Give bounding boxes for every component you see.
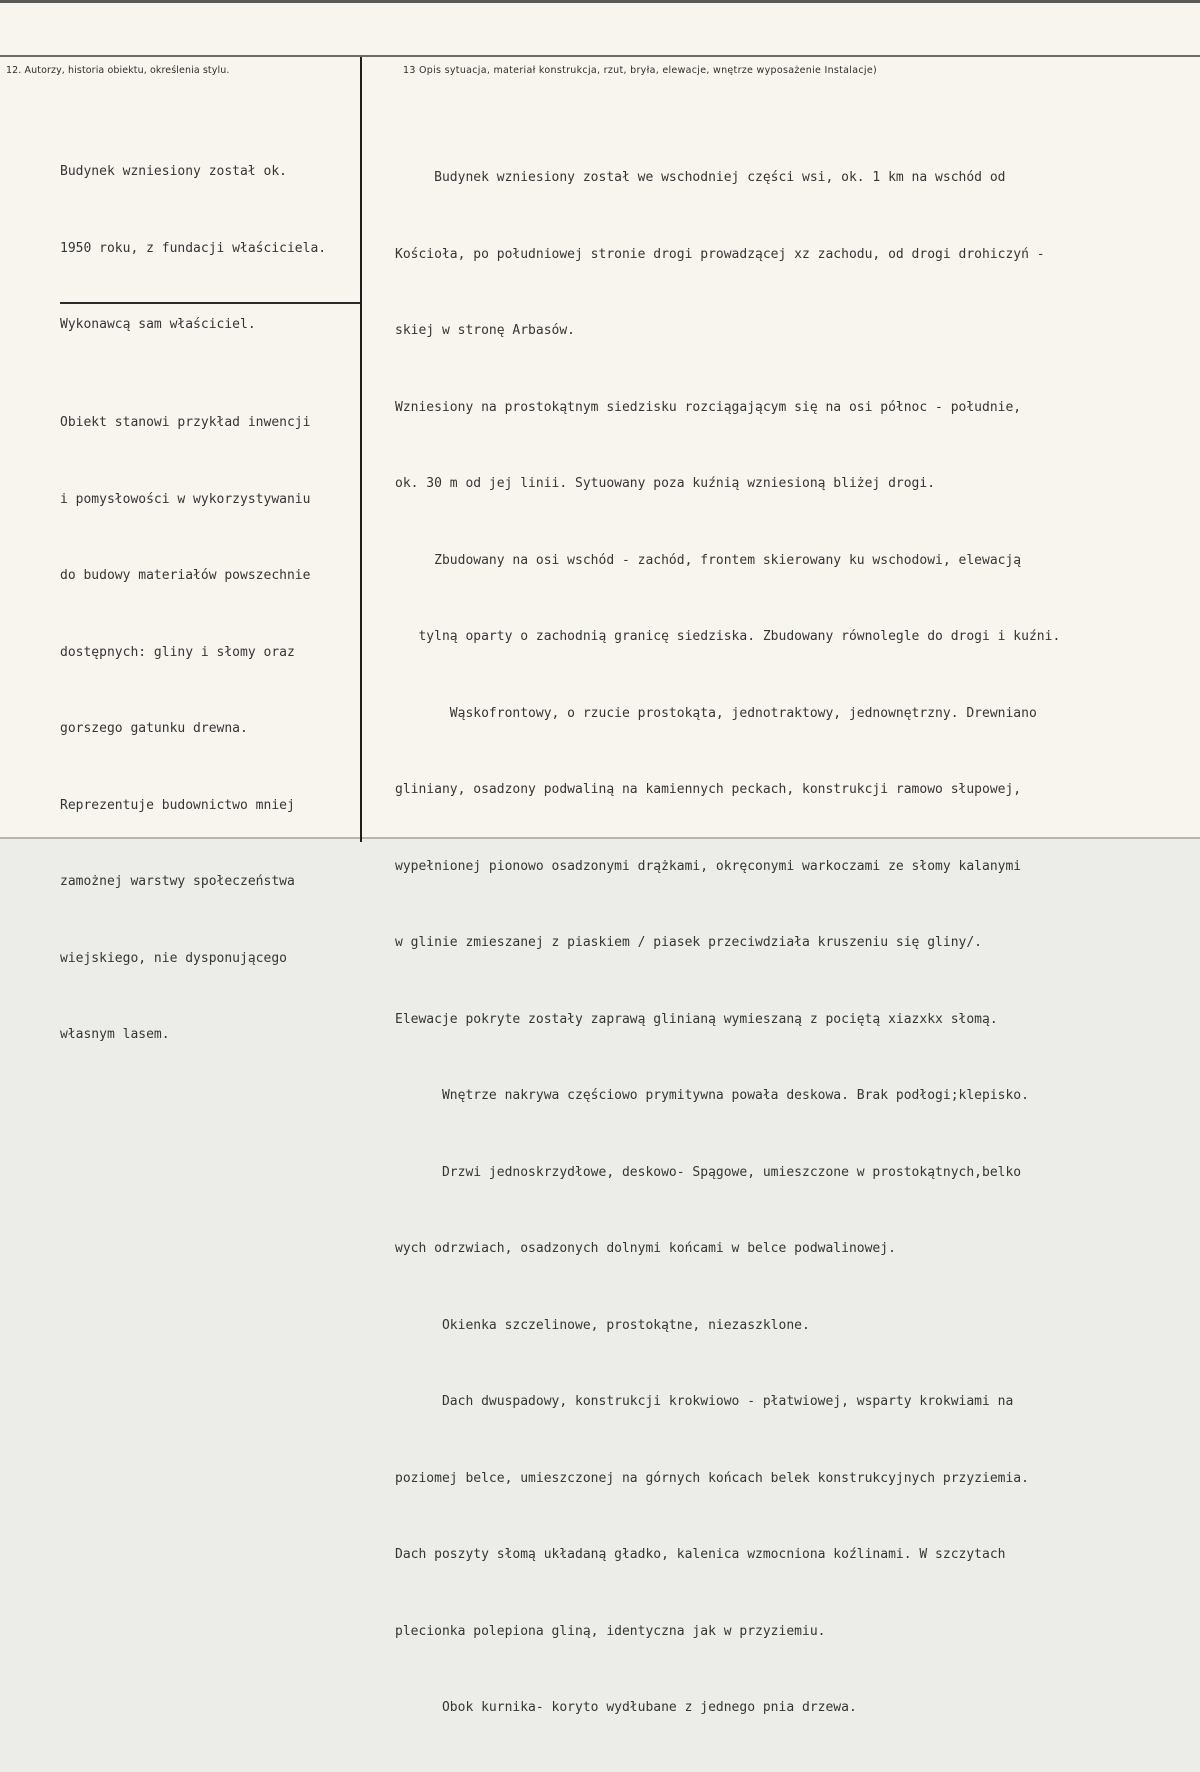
text-line: tylną oparty o zachodnią granicę siedziska. Zbudowany równolegle do drogi i kuźni. <box>395 629 1061 644</box>
authors-history-text <box>60 108 326 389</box>
text-line: zamożnej warstwy społeczeństwa <box>60 874 295 889</box>
text-line: Obok kurnika- koryto wydłubane z jednego pnia drzewa. <box>395 1700 857 1715</box>
text-line: i pomysłowości w wykorzystywaniu <box>60 491 311 507</box>
text-line: wiejskiego, nie dysponującego <box>60 950 287 966</box>
text-line: Wnętrze nakrywa częściowo prymitywna powała deskowa. Brak podłogi;klepisko. <box>395 1088 1029 1103</box>
text-line: Reprezentuje budownictwo mniej <box>60 797 295 813</box>
text-line: do budowy materiałów powszechnie <box>60 568 311 583</box>
text-line: Obiekt stanowi przykład inwencji <box>60 415 311 430</box>
text-line: Dach dwuspadowy, konstrukcji krokwiowo - płatwiowej, wsparty krokwiami na <box>395 1394 1014 1409</box>
field-12-caption: 12. Autorzy, historia obiektu, określenia stylu. <box>6 65 230 76</box>
text-line: Zbudowany na osi wschód - zachód, frontem skierowany ku wschodowi, elewacją <box>395 552 1022 568</box>
text-line: wypełnionej pionowo osadzonymi drążkami, okręconymi warkoczami ze słomy kalanymi <box>395 858 1022 874</box>
text-line: Kościoła, po południowej stronie drogi prowadzącej xz zachodu, od drogi drohiczyń - <box>395 246 1045 262</box>
text-line: Dach poszyty słomą układaną gładko, kalenica wzmocniona koźlinami. W szczytach <box>395 1547 1006 1562</box>
field-13-caption: 13 Opis sytuacja, materiał konstrukcja, rzut, bryła, elewacje, wnętrze wyposażenie Instalacje) <box>403 65 877 76</box>
text-line: gliniany, osadzony podwaliną na kamiennych peckach, konstrukcji ramowo słupowej, <box>395 782 1022 797</box>
text-line: Elewacje pokryte zostały zaprawą glinianą wymieszaną z pociętą xiazxkx słomą. <box>395 1011 998 1027</box>
text-line: Okienka szczelinowe, prostokątne, niezaszklone. <box>395 1317 810 1333</box>
text-line: 1950 roku, z fundacji właściciela. <box>60 240 327 256</box>
text-line: Wykonawcą sam właściciel. <box>60 317 256 332</box>
text-line: skiej w stronę Arbasów. <box>395 323 576 338</box>
column-divider <box>360 57 362 842</box>
style-assessment-text <box>60 359 310 1099</box>
text-line: własnym lasem. <box>60 1027 170 1042</box>
text-line: poziomej belce, umieszczonej na górnych końcach belek konstrukcyjnych przyziemia. <box>395 1470 1029 1486</box>
text-line: Wzniesiony na prostokątnym siedzisku rozciągającym się na osi północ - południe, <box>395 399 1022 415</box>
text-line: ok. 30 m od jej linii. Sytuowany poza kuźnią wzniesioną bliżej drogi. <box>395 476 936 491</box>
building-description-text <box>395 114 1060 1772</box>
text-line: dostępnych: gliny i słomy oraz <box>60 644 295 660</box>
text-line: Budynek wzniesiony został ok. <box>60 164 287 179</box>
text-line: Drzwi jednoskrzydłowe, deskowo- Spągowe, umieszczone w prostokątnych,belko <box>395 1164 1022 1180</box>
text-line: gorszego gatunku drewna. <box>60 721 248 736</box>
text-line: Wąskofrontowy, o rzucie prostokąta, jednotraktowy, jednownętrzny. Drewniano <box>395 705 1037 721</box>
header-rule <box>0 55 1200 57</box>
text-line: w glinie zmieszanej z piaskiem / piasek przeciwdziała kruszeniu się gliny/. <box>395 935 982 950</box>
text-line: Budynek wzniesiony został we wschodniej części wsi, ok. 1 km na wschód od <box>395 170 1006 185</box>
text-line: plecionka polepiona gliną, identyczna jak w przyziemiu. <box>395 1623 826 1639</box>
text-line: wych odrzwiach, osadzonych dolnymi końcami w belce podwalinowej. <box>395 1241 896 1256</box>
